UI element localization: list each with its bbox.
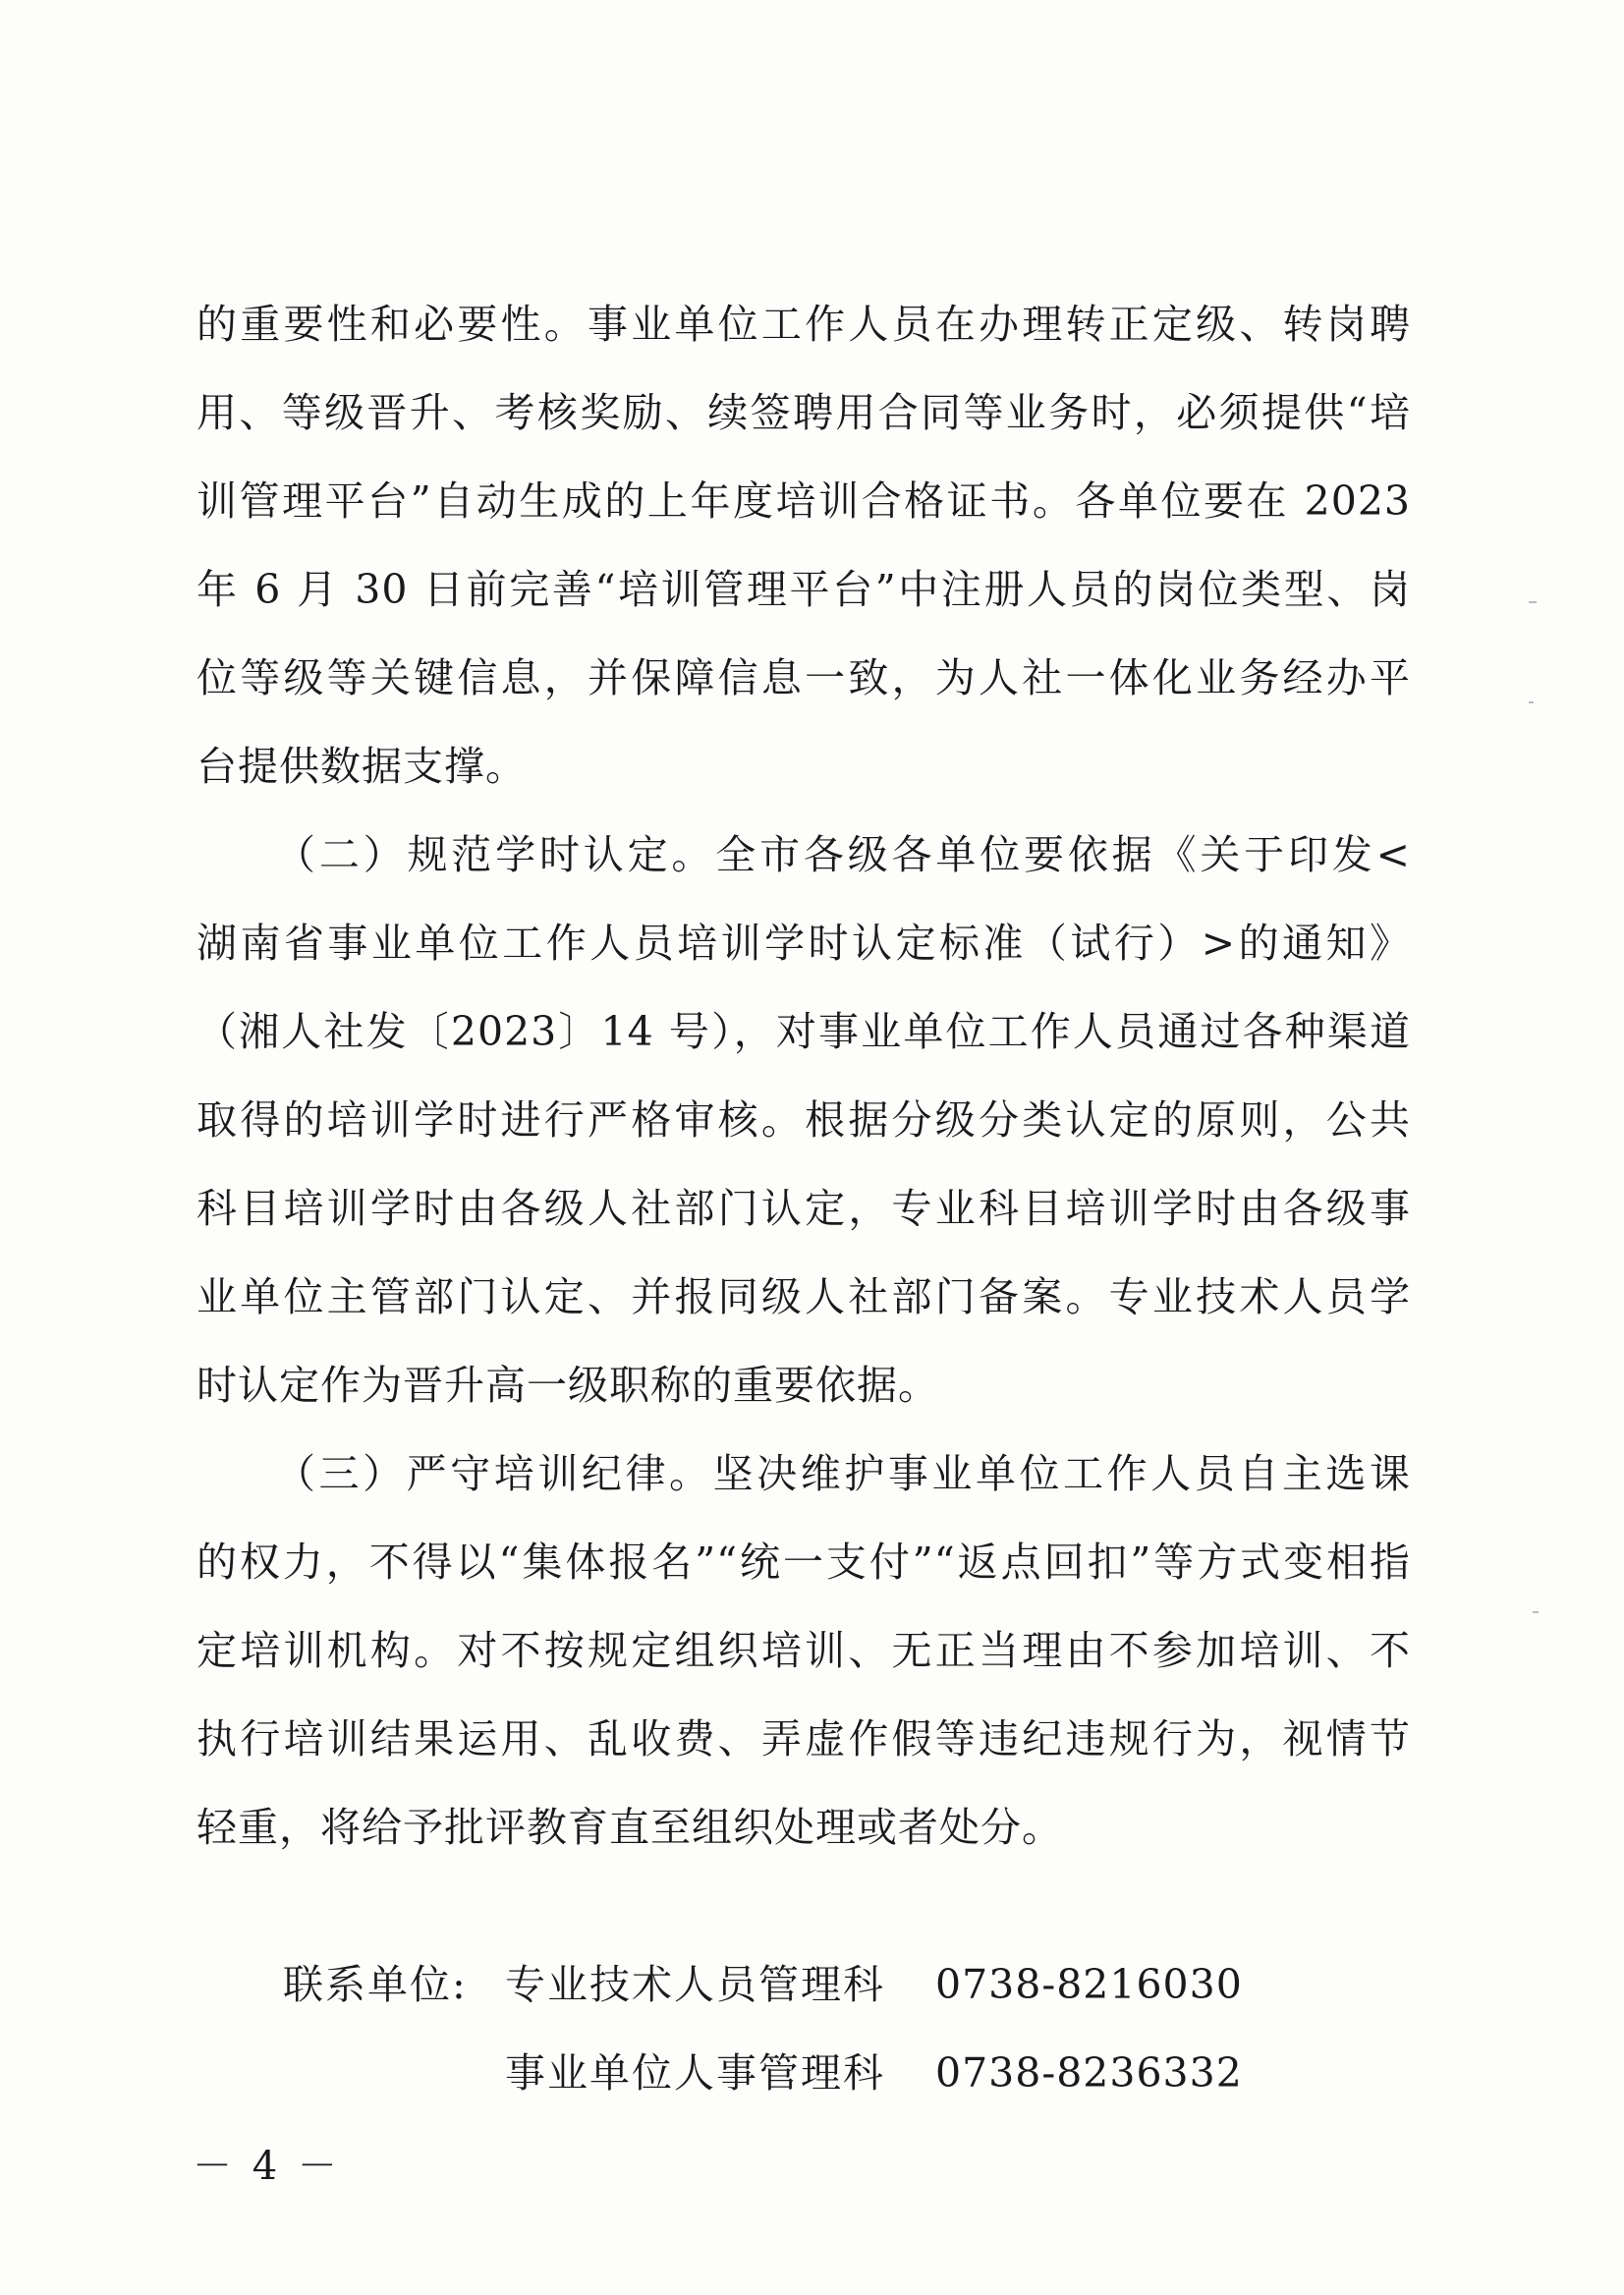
contact-dept-1: 专业技术人员管理科 xyxy=(505,1961,885,2008)
body-line-15: 的权力，不得以“集体报名”“统一支付”“返点回扣”等方式变相指 xyxy=(196,1539,1411,1586)
body-line-2: 用、等级晋升、考核奖励、续签聘用合同等业务时，必须提供“培 xyxy=(196,389,1411,436)
page-number: － 4 － xyxy=(193,2144,341,2189)
section-3-heading-line: （三）严守培训纪律。坚决维护事业单位工作人员自主选课 xyxy=(275,1450,1411,1497)
body-line-8: 湖南省事业单位工作人员培训学时认定标准（试行）>的通知》 xyxy=(196,920,1411,967)
body-line-18: 轻重，将给予批评教育直至组织处理或者处分。 xyxy=(196,1804,1063,1851)
contact-label: 联系单位: xyxy=(283,1961,468,2008)
body-line-4: 年 6 月 30 日前完善“培训管理平台”中注册人员的岗位类型、岗 xyxy=(196,566,1411,613)
contact-phone-2: 0738-8236332 xyxy=(935,2049,1243,2097)
body-line-5: 位等级等关键信息，并保障信息一致，为人社一体化业务经办平 xyxy=(196,654,1411,701)
body-line-10: 取得的培训学时进行严格审核。根据分级分类认定的原则，公共 xyxy=(196,1096,1411,1144)
scan-speck xyxy=(1529,601,1537,603)
body-line-11: 科目培训学时由各级人社部门认定，专业科目培训学时由各级事 xyxy=(196,1185,1411,1232)
body-line-9: （湘人社发〔2023〕14 号），对事业单位工作人员通过各种渠道 xyxy=(196,1008,1411,1055)
body-line-6: 台提供数据支撑。 xyxy=(196,743,527,790)
body-line-1: 的重要性和必要性。事业单位工作人员在办理转正定级、转岗聘 xyxy=(196,301,1411,348)
contact-dept-2: 事业单位人事管理科 xyxy=(505,2049,885,2097)
contact-phone-1: 0738-8216030 xyxy=(935,1961,1243,2008)
body-line-16: 定培训机构。对不按规定组织培训、无正当理由不参加培训、不 xyxy=(196,1627,1411,1674)
scan-speck xyxy=(1533,1611,1539,1613)
body-line-17: 执行培训结果运用、乱收费、弄虚作假等违纪违规行为，视情节 xyxy=(196,1715,1411,1763)
scan-speck xyxy=(1529,701,1534,703)
body-line-13: 时认定作为晋升高一级职称的重要依据。 xyxy=(196,1362,939,1409)
body-line-3: 训管理平台”自动生成的上年度培训合格证书。各单位要在 2023 xyxy=(196,477,1411,525)
body-line-12: 业单位主管部门认定、并报同级人社部门备案。专业技术人员学 xyxy=(196,1273,1411,1320)
section-2-heading-line: （二）规范学时认定。全市各级各单位要依据《关于印发< xyxy=(275,831,1411,878)
